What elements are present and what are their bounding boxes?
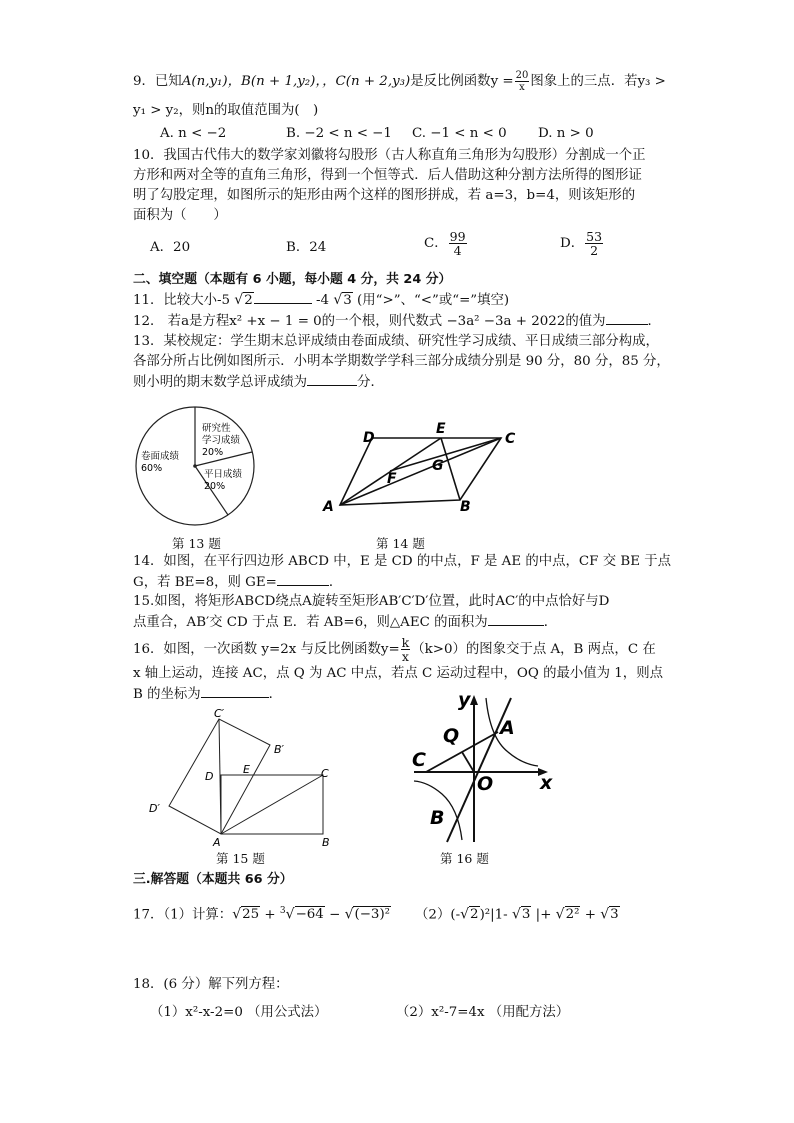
q17: 17．（1）计算：√25 + $^3$√−64 − √(−3)² （2）(-√2)²|1- √3 |+ √2² + √3 [133,906,619,923]
fig14-caption: 第 14 题 [376,536,425,551]
q18-part2: （2）x²-7=4x （用配方法） [396,1005,570,1020]
q11-radicand-2: 3 [343,293,352,308]
label-x: x [540,772,553,794]
q9-option-c: C. −1 < n < 0 [412,126,507,141]
q9-function: 是反比例函数y = [410,74,514,89]
q14-text: G，若 BE=8，则 GE= [133,575,277,590]
q12-end: ． [647,314,661,329]
q13-line3 [133,372,384,393]
label-y: y [458,690,471,711]
pie-label-exam: 卷面成绩 [141,451,180,462]
sqrt-sign-icon: √ [234,292,244,308]
pie-label-daily-pct: 20% [204,481,226,492]
q13-unit: 分． [357,375,384,390]
q9-frac-den: x [519,82,525,93]
sqrt-sign-icon: √ [232,906,242,923]
q15-answer-blank[interactable] [488,612,544,626]
label-f: F [387,471,397,487]
label-a: A [323,499,334,515]
q13-text: 则小明的期末数学总评成绩为 [133,375,308,390]
label-c: C [412,749,426,771]
q14-answer-blank[interactable] [277,572,329,586]
q17-radicand-2sq: 2² [565,907,580,923]
q13-line2: 各部分所占比例如图所示．小明本学期数学学科三部分成绩分别是 90 分，80 分，85 分， [133,354,670,369]
q10-option-a: A．20 [150,240,191,255]
pie-label-research-2: 学习成绩 [202,435,241,446]
q12-answer-blank[interactable] [606,311,648,325]
q15-end: ． [543,615,558,630]
fig16-caption: 第 16 题 [440,851,489,866]
label-e: E [436,421,446,437]
label-g: G [432,458,444,474]
q12 [133,311,661,332]
q16-line2: x 轴上运动，连接 AC，点 Q 为 AC 中点，若点 C 运动过程中，OQ 的最小值为 1，则点 [133,666,663,681]
pie-center-dot [193,464,197,468]
q17-radicand-2: 2 [470,907,479,923]
pie-label-exam-pct: 60% [141,463,163,474]
q18-part1: （1）x²-x-2=0 （用公式法） [150,1005,328,1020]
label-c: C [505,431,516,447]
q9-frac-num: 20 [515,70,529,81]
label-b-prime: B′ [274,743,285,756]
q11-text-c: (用“>”、“<”或“=”填空) [352,293,510,308]
q17-radicand-3a: 3 [521,907,531,923]
y-axis-arrow-icon [470,695,478,705]
fig13-caption: 第 13 题 [172,536,221,551]
q11-text-b: -4 [311,293,334,308]
q10-line1: 10．我国古代伟大的数学家刘徽将勾股形（古人称直角三角形为勾股形）分割成一个正 [133,148,646,163]
sqrt-sign-icon: √ [460,906,470,923]
q9-point-a: A(n,y₁)， [181,74,242,89]
q16-frac-den: x [401,649,409,664]
q10-option-c [424,230,468,257]
q10-option-d-fraction [585,230,603,257]
q10-line2: 方形和两对全等的直角三角形，得到一个恒等式．后人借助这种分割方法所得的图形证 [133,168,642,183]
q10-option-c-num: 99 [449,229,466,244]
q17-part2-mid: )²|1- [479,907,512,923]
q9-option-b: B. −2 < n < −1 [286,126,392,141]
sqrt-sign-icon: √ [600,906,610,923]
label-d: D [205,770,214,783]
q9-option-a: A. n < −2 [160,126,227,141]
q17-part2-label: （2）(- [415,907,461,923]
q9-line2: y₁ > y₂，则n的取值范围为( ) [133,103,319,118]
label-d: D [363,430,375,446]
q17-part1-label: 17．（1）计算： [133,907,233,923]
q16-line1 [133,636,656,663]
segment-ac [340,438,501,505]
parallelogram-figure [316,420,526,520]
q10-line3: 明了勾股定理，如图所示的矩形由两个这样的图形拼成，若 a=3，b=4，则该矩形的 [133,188,636,203]
q9-option-d: D. n > 0 [538,126,594,141]
sqrt-sign-icon: √ [344,906,354,923]
rotated-rectangle-figure [140,700,340,850]
q10-option-d-den: 2 [590,243,599,258]
q17-part2-mid2: |+ [531,907,556,923]
q12-text: 12． 若a是方程x² +x − 1 = 0的一个根，则代数式 −3a² −3a + 2022的值为 [133,314,606,329]
label-o: O [477,773,494,795]
q9-point-c: C(n + 2,y₃) [335,74,411,89]
q10-option-d-num: 53 [586,229,603,244]
label-a: A [500,717,515,739]
q17-radicand-3sq: (−3)² [354,907,391,923]
sqrt-sign-icon: √ [555,906,565,923]
q10-option-c-label: C． [424,236,448,251]
q11-answer-blank[interactable] [254,290,312,304]
q17-radicand-3b: 3 [610,907,619,923]
q9-condition: 图象上的三点．若y₃ > [530,74,666,89]
q17-plus: + [580,907,601,923]
pie-label-research-pct: 20% [202,447,224,458]
q16-text: B 的坐标为 [133,687,201,702]
q10-option-c-den: 4 [453,243,462,258]
sqrt-sign-icon: √ [511,906,521,923]
q11-radicand-1: 2 [244,293,253,308]
q15-line1: 15.如图，将矩形ABCD绕点A旋转至矩形AB′C′D′位置，此时AC′的中点恰好与D [133,594,610,609]
segment-cf [390,438,501,471]
q14-line1: 14．如图，在平行四边形 ABCD 中，E 是 CD 的中点，F 是 AE 的中点，CF 交 BE 于点 [133,554,672,569]
q16-fraction [401,636,411,663]
q13-answer-blank[interactable] [307,372,357,386]
q10-option-d [560,230,604,257]
q10-option-d-label: D． [560,236,585,251]
q16-end: ． [268,687,283,702]
label-d-prime: D′ [149,802,160,815]
segment-be [441,438,460,500]
pie-label-research-1: 研究性 [202,423,231,434]
q17-cube-index: 3 [279,906,286,916]
q11 [133,290,509,311]
label-b: B [322,836,330,849]
q16-answer-blank[interactable] [201,684,269,698]
q14-end: ． [328,575,343,590]
q9-point-b: B(n + 1,y₂)，， [241,74,336,89]
q18-title: 18．(6 分）解下列方程： [133,977,289,992]
q17-radicand-64: −64 [295,907,324,923]
q9-intro: 9．已知 [133,74,182,89]
q11-text-a: 11．比较大小-5 [133,293,235,308]
q16-text-b: （k>0）的图象交于点 A，B 两点，C 在 [411,642,656,657]
section-3-heading: 三.解答题（本题共 66 分） [133,872,293,887]
q9-fraction [515,70,530,93]
q15-text: 点重合，AB′交 CD 于点 E．若 AB=6，则△AEC 的面积为 [133,615,488,630]
q10-option-c-fraction [449,230,467,257]
q14-line2 [133,572,342,593]
coordinate-graph-figure [400,690,570,850]
label-c-prime: C′ [214,707,225,720]
q16-text-a: 16．如图，一次函数 y=2x 与反比例函数y= [133,642,400,657]
label-b: B [460,499,471,515]
label-b: B [430,807,445,829]
pie-label-daily: 平日成绩 [204,469,243,480]
label-e: E [243,763,250,776]
q13-line1: 13．某校规定：学生期末总评成绩由卷面成绩、研究性学习成绩、平日成绩三部分构成， [133,334,659,349]
fig15-caption: 第 15 题 [216,851,265,866]
q10-line4: 面积为（ ） [133,208,227,223]
section-2-heading: 二、填空题（本题有 6 小题，每小题 4 分，共 24 分） [133,272,452,287]
segment-oq [462,752,474,772]
q17-radicand-25: 25 [242,907,260,923]
label-q: Q [443,725,460,747]
q10-option-b: B．24 [286,240,327,255]
q9-line1 [133,70,666,93]
q15-line2 [133,612,557,633]
pie-chart-figure [128,406,263,526]
label-a: A [213,836,221,849]
label-c: C [321,767,329,780]
segment-ac [221,775,323,834]
cube-root-sign-icon: √ [285,906,295,923]
q16-frac-num: k [401,635,410,650]
sqrt-sign-icon: √ [333,292,343,308]
